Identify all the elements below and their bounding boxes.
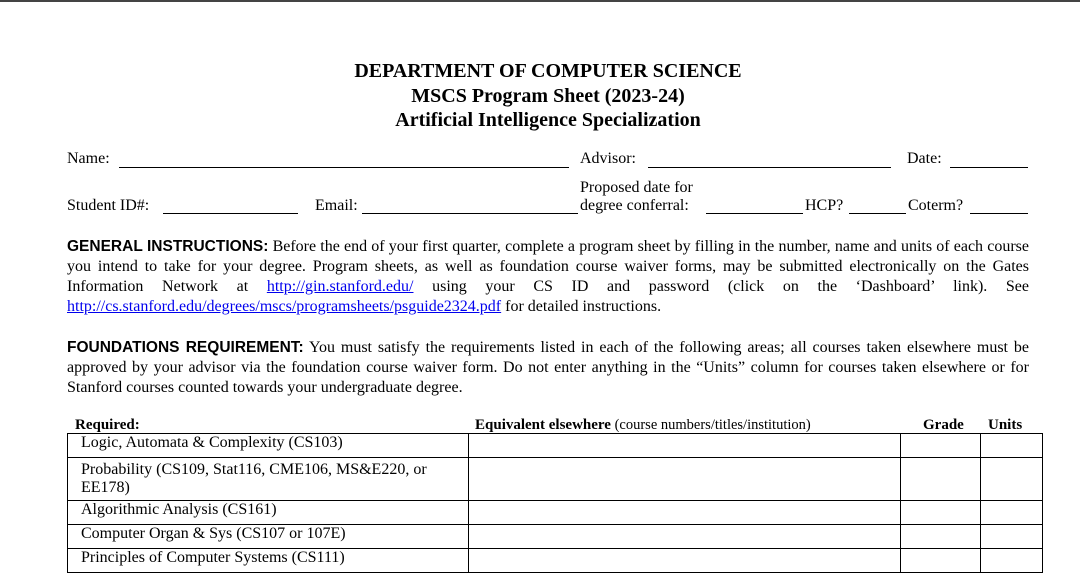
date-label: Date:	[907, 150, 942, 167]
grade-cell[interactable]	[901, 458, 981, 501]
foundations-text: You must satisfy the requirements listed in each of the following areas; all courses taken elsewhere must be approved by your advisor via the foundation course waiver form. Do not enter anything in the “Units” column for courses taken elsewhere or for Stanford courses counted towards your undergraduate degree.	[67, 339, 1029, 396]
units-cell[interactable]	[981, 549, 1043, 573]
col-equivalent-header	[475, 416, 811, 434]
proposed-date-label-line1: Proposed date for	[580, 179, 693, 196]
equivalent-cell[interactable]	[469, 434, 901, 458]
foundations-table	[67, 433, 1043, 573]
foundations-heading: FOUNDATIONS REQUIREMENT:	[67, 339, 304, 356]
equivalent-cell[interactable]	[469, 501, 901, 525]
units-cell[interactable]	[981, 458, 1043, 501]
general-text-2: using your CS ID and password (click on the ‘Dashboard’ link). See	[413, 278, 1030, 295]
department-title: DEPARTMENT OF COMPUTER SCIENCE	[354, 60, 742, 82]
table-row	[68, 525, 1043, 549]
coterm-field[interactable]	[970, 212, 1028, 214]
gin-link[interactable]: http://gin.stanford.edu/	[266, 278, 414, 295]
proposed-date-label-line2: degree conferral:	[580, 197, 689, 214]
col-equivalent-label: Equivalent elsewhere	[475, 417, 611, 433]
program-title: MSCS Program Sheet (2023-24)	[411, 85, 685, 107]
course-cell: Principles of Computer Systems (CS111)	[68, 549, 469, 573]
specialization-title: Artificial Intelligence Specialization	[395, 109, 701, 131]
equivalent-cell[interactable]	[469, 525, 901, 549]
table-row	[68, 458, 1043, 501]
foundations-requirement	[67, 338, 1029, 398]
course-cell: Logic, Automata & Complexity (CS103)	[68, 434, 469, 458]
equivalent-cell[interactable]	[469, 458, 901, 501]
table-row	[68, 434, 1043, 458]
general-text-3: for detailed instructions.	[501, 298, 662, 315]
grade-cell[interactable]	[901, 549, 981, 573]
student-id-field[interactable]	[163, 212, 298, 214]
name-field[interactable]	[119, 166, 569, 168]
table-row	[68, 549, 1043, 573]
email-field[interactable]	[362, 212, 578, 214]
conferral-date-field[interactable]	[706, 212, 803, 214]
col-units-header: Units	[988, 417, 1023, 433]
advisor-label: Advisor:	[580, 150, 636, 167]
general-instructions	[67, 237, 1029, 317]
equivalent-cell[interactable]	[469, 549, 901, 573]
col-equivalent-note: (course numbers/titles/institution)	[610, 417, 811, 433]
name-label: Name:	[67, 150, 110, 167]
top-border	[0, 0, 1080, 2]
grade-cell[interactable]	[901, 501, 981, 525]
col-required-header: Required:	[75, 417, 140, 433]
coterm-label: Coterm?	[908, 197, 964, 214]
email-label: Email:	[315, 197, 358, 214]
general-instructions-heading: GENERAL INSTRUCTIONS:	[67, 238, 269, 255]
units-cell[interactable]	[981, 525, 1043, 549]
hcp-label: HCP?	[805, 197, 844, 214]
course-cell: Algorithmic Analysis (CS161)	[68, 501, 469, 525]
date-field[interactable]	[950, 166, 1028, 168]
psguide-link[interactable]: http://cs.stanford.edu/degrees/mscs/programsheets/psguide2324.pdf	[67, 298, 502, 315]
general-text-1: Before the end of your first quarter, complete a program sheet by filling in the number, name and units of each course you intend to take for your degree. Program sheets, as well as foundation course waiver forms, may be submitted electronically on the Gates Information Network at	[67, 238, 1029, 295]
table-row	[68, 501, 1043, 525]
col-grade-header: Grade	[923, 417, 964, 433]
grade-cell[interactable]	[901, 525, 981, 549]
hcp-field[interactable]	[849, 212, 906, 214]
grade-cell[interactable]	[901, 434, 981, 458]
units-cell[interactable]	[981, 434, 1043, 458]
course-cell: Probability (CS109, Stat116, CME106, MS&E220, or EE178)	[68, 458, 469, 501]
student-id-label: Student ID#:	[67, 197, 150, 214]
advisor-field[interactable]	[648, 166, 891, 168]
course-cell: Computer Organ & Sys (CS107 or 107E)	[68, 525, 469, 549]
units-cell[interactable]	[981, 501, 1043, 525]
